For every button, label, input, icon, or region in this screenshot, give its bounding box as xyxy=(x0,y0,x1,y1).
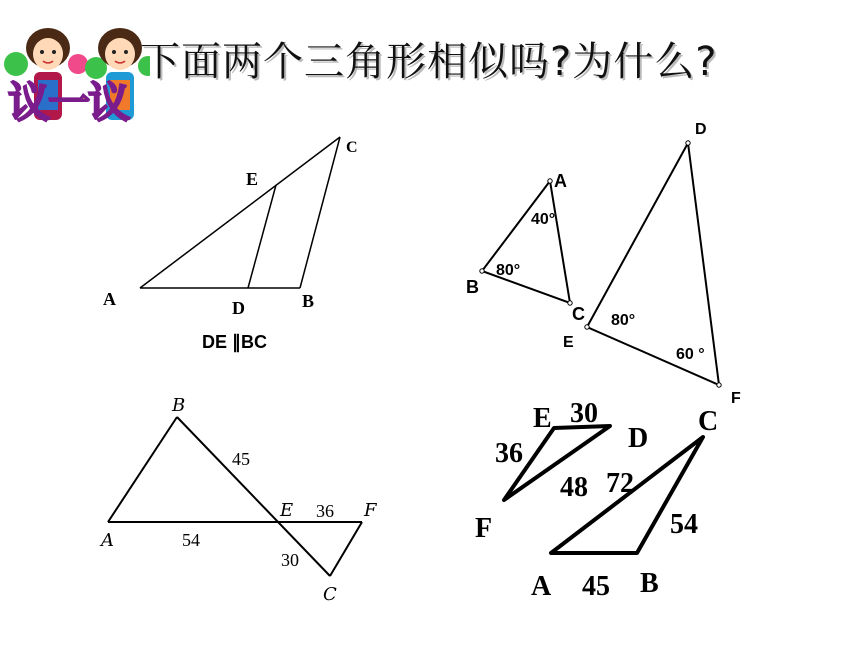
segment-ab3 xyxy=(108,417,177,522)
segment-fc xyxy=(330,522,362,576)
fig4-label-d: D xyxy=(628,423,649,454)
fig3-length-be: 45 xyxy=(232,449,250,469)
fig1-label-b: B xyxy=(302,291,315,311)
fig3-length-ae: 54 xyxy=(182,530,200,550)
fig3-length-ec: 30 xyxy=(281,550,299,570)
fig2-label-b: B xyxy=(466,277,479,297)
discuss-badge: 议一议 xyxy=(8,78,129,127)
fig4-label-f: F xyxy=(475,513,493,544)
fig4-length-ac: 72 xyxy=(606,468,634,499)
fig4-length-df: 48 xyxy=(560,472,588,503)
segment-de xyxy=(248,185,276,288)
fig3-length-ef: 36 xyxy=(316,501,334,521)
figure-1-triangle-abc xyxy=(140,137,340,288)
fig4-label-a: A xyxy=(531,571,552,602)
fig3-label-b: B xyxy=(172,395,186,416)
fig4-length-ef: 36 xyxy=(495,438,523,469)
fig2-angle-a: 40° xyxy=(531,211,556,228)
fig3-label-f: F xyxy=(364,500,377,521)
fig4-length-ab: 45 xyxy=(582,571,610,602)
fig3-label-e: E xyxy=(280,500,294,521)
fig4-label-e: E xyxy=(533,403,552,434)
segment-bc xyxy=(300,137,340,288)
fig2-angle-e: 80° xyxy=(611,312,636,329)
fig1-label-c: C xyxy=(346,139,358,156)
fig4-label-b: B xyxy=(640,568,659,599)
fig2-angle-f: 60 ° xyxy=(676,346,705,363)
segment-ac xyxy=(140,137,340,288)
page-title: 下面两个三角形相似吗?为什么? xyxy=(140,39,718,85)
fig1-label-e: E xyxy=(246,169,259,189)
fig2-label-c: C xyxy=(572,304,585,324)
fig2-label-e: E xyxy=(563,334,574,351)
figure-3-bowtie xyxy=(108,417,362,576)
fig4-label-c: C xyxy=(698,406,719,437)
fig4-length-bc: 54 xyxy=(670,509,698,540)
figure-4-labels xyxy=(475,398,718,602)
fig1-label-a: A xyxy=(103,289,116,309)
fig2-label-d: D xyxy=(695,121,707,138)
fig3-label-a: A xyxy=(101,530,114,551)
fig3-label-c: C xyxy=(323,584,337,605)
fig2-label-f: F xyxy=(731,390,741,407)
fig2-label-a: A xyxy=(554,171,567,191)
fig1-label-d: D xyxy=(232,298,245,318)
segment-bc3 xyxy=(177,417,330,576)
fig2-angle-b: 80° xyxy=(496,262,521,279)
fig4-length-ed: 30 xyxy=(570,398,598,429)
triangle-abc-small xyxy=(482,181,570,303)
fig1-caption: DE ∥BC xyxy=(202,332,268,352)
